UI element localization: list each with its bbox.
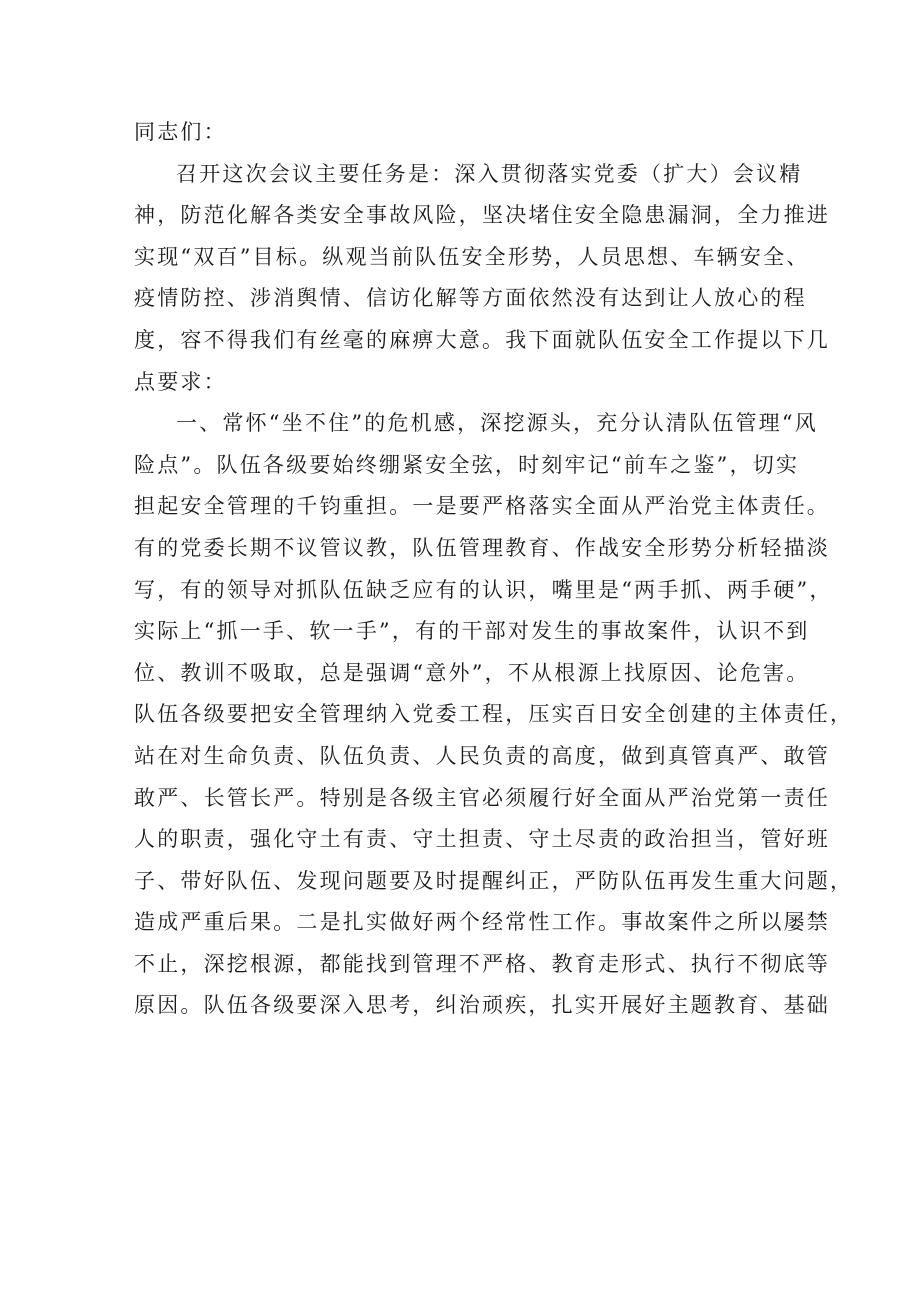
text-line: 站在对生命负责、队伍负责、人民负责的高度，做到真管真严、敢管 [134, 743, 830, 768]
text-line: 人的职责，强化守土有责、守土担责、守土尽责的政治担当，管好班 [134, 827, 830, 852]
text-line: 敢严、长管长严。特别是各级主官必须履行好全面从严治党第一责任 [134, 785, 830, 810]
paragraph-section-one [134, 403, 854, 1027]
text-line: 点要求： [134, 369, 227, 394]
text-line: 神，防范化解各类安全事故风险，坚决堵住安全隐患漏洞，全力推进 [134, 203, 830, 228]
text-line: 度，容不得我们有丝毫的麻痹大意。我下面就队伍安全工作提以下几 [134, 327, 830, 352]
text-line: 不止，深挖根源，都能找到管理不严格、教育走形式、执行不彻底等 [134, 951, 830, 976]
text-line: 疫情防控、涉消舆情、信访化解等方面依然没有达到让人放心的程 [134, 286, 807, 311]
text-line: 险点”。队伍各级要始终绷紧安全弦，时刻牢记“前车之鉴”，切实 [134, 452, 800, 477]
text-line: 队伍各级要把安全管理纳入党委工程，压实百日安全创建的主体责任， [134, 702, 854, 727]
text-line: 原因。队伍各级要深入思考，纠治顽疾，扎实开展好主题教育、基础 [134, 993, 830, 1018]
text-line: 一、常怀“坐不住”的危机感，深挖源头，充分认清队伍管理“风 [176, 411, 819, 436]
text-line: 子、带好队伍、发现问题要及时提醒纠正，严防队伍再发生重大问题， [134, 868, 854, 893]
text-line: 造成严重后果。二是扎实做好两个经常性工作。事故案件之所以屡禁 [134, 910, 830, 935]
text-line: 召开这次会议主要任务是：深入贯彻落实党委（扩大）会议精 [176, 161, 803, 186]
text-line: 位、教训不吸取，总是强调“意外”，不从根源上找原因、论危害。 [134, 660, 810, 685]
text-line: 担起安全管理的千钧重担。一是要严格落实全面从严治党主体责任。 [134, 494, 830, 519]
salutation: 同志们： [134, 120, 227, 144]
text-line: 实际上“抓一手、软一手”，有的干部对发生的事故案件，认识不到 [134, 619, 810, 644]
text-line: 写，有的领导对抓队伍缺乏应有的认识，嘴里是“两手抓、两手硬”， [134, 577, 833, 602]
paragraph-opening [134, 154, 830, 404]
text-line: 实现“双百”目标。纵观当前队伍安全形势，人员思想、车辆安全、 [134, 244, 810, 269]
text-line: 有的党委长期不议管议教，队伍管理教育、作战安全形势分析轻描淡 [134, 535, 830, 560]
document-body [134, 112, 854, 1027]
